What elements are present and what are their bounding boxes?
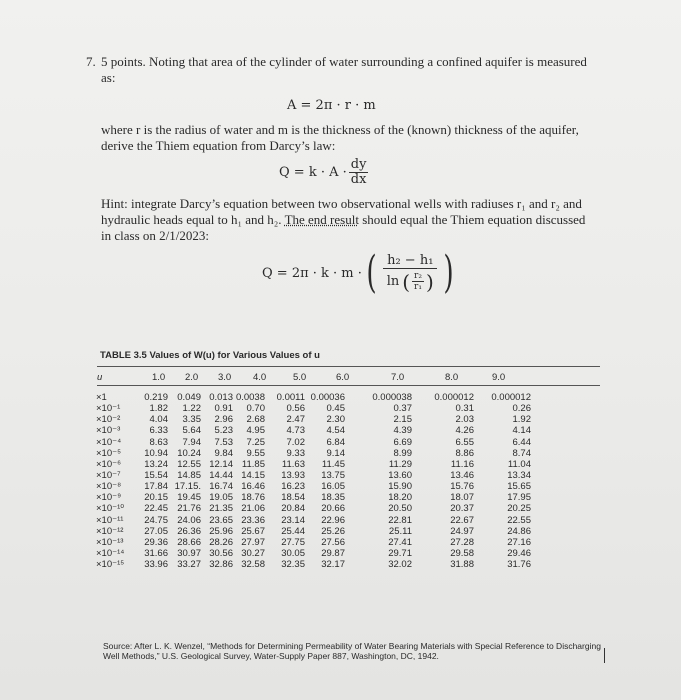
table-cell: 21.35: [209, 503, 233, 515]
table-cell: 2.15: [393, 414, 412, 426]
table-cell: 25.26: [321, 525, 345, 537]
row-multiplier: ×10⁻⁸: [96, 481, 122, 493]
table-cell: 8.99: [393, 447, 412, 459]
hint-line-2c: should equal the Thiem equation discussed: [358, 212, 586, 227]
table-cell: 29.58: [450, 547, 474, 559]
header-col-7.0: 7.0: [391, 372, 405, 383]
table-cell: 24.86: [507, 525, 531, 537]
table-cell: 4.39: [393, 425, 412, 437]
table-cell: 23.14: [281, 514, 305, 526]
table-cell: 4.04: [149, 414, 168, 426]
table-cell: 29.36: [144, 536, 168, 548]
row-multiplier: ×10⁻⁴: [96, 436, 122, 448]
table-cell: 33.96: [144, 559, 168, 571]
table-row: [95, 425, 531, 437]
header-u: u: [97, 372, 103, 383]
table-cell: 3.35: [182, 414, 201, 426]
table-cell: 22.96: [321, 514, 345, 526]
wu-table: [95, 392, 531, 571]
table-cell: 30.27: [241, 547, 265, 559]
hint-line-2a: hydraulic heads equal to h₁ and h₂.: [101, 212, 285, 227]
table-cell: 18.20: [388, 492, 412, 504]
table-cell: 11.63: [281, 458, 305, 470]
table-cell: 15.90: [388, 481, 412, 493]
table-cell: 0.0038: [235, 392, 265, 403]
table-cell: 0.91: [214, 403, 233, 415]
row-multiplier: ×10⁻⁶: [96, 458, 122, 470]
table-cell: 25.44: [281, 525, 305, 537]
table-cell: 8.63: [149, 436, 168, 448]
table-cell: 30.05: [281, 547, 305, 559]
ln-label: ln: [386, 274, 400, 289]
table-cell: 14.85: [177, 469, 201, 481]
question-line-2: as:: [101, 70, 116, 85]
table-cell: 20.37: [450, 503, 474, 515]
table-cell: 31.66: [144, 547, 168, 559]
table-cell: 6.55: [455, 436, 474, 448]
table-row: [95, 514, 531, 526]
header-col-6.0: 6.0: [336, 372, 350, 383]
table-cell: 32.86: [209, 559, 233, 571]
table-cell: 30.97: [177, 547, 201, 559]
table-cell: 16.23: [281, 481, 305, 493]
table-cell: 28.26: [209, 536, 233, 548]
table-cell: 0.219: [144, 392, 168, 403]
right-paren: ): [443, 247, 455, 298]
left-paren: (: [366, 247, 377, 298]
table-cell: 1.92: [512, 414, 531, 426]
table-cell: 10.94: [144, 447, 168, 459]
table-cell: 14.15: [241, 469, 265, 481]
table-cell: 13.34: [507, 469, 531, 481]
table-cell: 15.54: [144, 469, 168, 481]
table-row: [95, 447, 531, 459]
question-number: 7.: [86, 54, 96, 69]
table-cell: 0.000038: [372, 392, 412, 403]
darcy-denominator: dx: [350, 172, 367, 187]
hint-underlined: The end result: [284, 212, 359, 227]
table-cell: 2.96: [214, 414, 233, 426]
table-cell: 5.64: [182, 425, 201, 437]
table-cell: 30.56: [209, 547, 233, 559]
table-cell: 27.41: [388, 536, 412, 548]
row-multiplier: ×10⁻¹¹: [96, 514, 124, 526]
table-cell: 17.84: [144, 481, 168, 493]
row-multiplier: ×10⁻⁵: [96, 447, 122, 459]
table-cell: 13.46: [450, 469, 474, 481]
row-multiplier: ×10⁻¹: [96, 403, 121, 415]
table-row: [95, 481, 531, 493]
header-bottom-rule: [97, 385, 600, 386]
table-cell: 29.71: [388, 547, 412, 559]
row-multiplier: ×10⁻⁹: [96, 492, 122, 504]
table-cell: 2.03: [455, 414, 474, 426]
thiem-denominator: [385, 269, 436, 292]
table-cell: 24.06: [177, 514, 201, 526]
thiem-equation: [262, 247, 459, 298]
table-cell: 27.16: [507, 536, 531, 548]
description-line-2: derive the Thiem equation from Darcy’s law:: [101, 138, 336, 153]
table-cell: 29.87: [321, 547, 345, 559]
table-cell: 13.93: [281, 469, 305, 481]
table-cell: 32.35: [281, 559, 305, 571]
table-cell: 2.47: [286, 414, 305, 426]
table-cell: 4.14: [512, 425, 531, 437]
table-cell: 24.97: [450, 525, 474, 537]
table-cell: 22.67: [450, 514, 474, 526]
table-cell: 7.94: [182, 436, 201, 448]
radius-ratio: [412, 271, 424, 292]
row-multiplier: ×1: [96, 392, 107, 403]
table-cell: 0.013: [209, 392, 233, 403]
table-title: TABLE 3.5 Values of W(u) for Various Values of u: [100, 350, 320, 361]
table-cell: 13.60: [388, 469, 412, 481]
table-cell: 0.000012: [434, 392, 474, 403]
table-cell: 23.36: [241, 514, 265, 526]
table-cell: 27.97: [241, 536, 265, 548]
table-cell: 17.15.: [174, 481, 201, 493]
table-cell: 14.44: [209, 469, 233, 481]
header-top-rule: [97, 366, 600, 367]
table-cell: 0.049: [177, 392, 201, 403]
table-row: [95, 414, 531, 426]
table-cell: 29.46: [507, 547, 531, 559]
table-cell: 32.02: [388, 559, 412, 571]
table-cell: 16.46: [241, 481, 265, 493]
row-multiplier: ×10⁻¹⁴: [96, 547, 125, 559]
table-cell: 33.27: [177, 559, 201, 571]
table-cell: 13.24: [144, 458, 168, 470]
table-cell: 2.68: [246, 414, 265, 426]
table-row: [95, 536, 531, 548]
table-cell: 4.95: [246, 425, 265, 437]
table-cell: 4.54: [326, 425, 345, 437]
row-multiplier: ×10⁻¹⁵: [96, 559, 125, 571]
table-cell: 0.45: [326, 403, 345, 415]
header-col-5.0: 5.0: [293, 372, 307, 383]
table-cell: 19.45: [177, 492, 201, 504]
text-cursor: [604, 648, 605, 663]
radius-numerator: r₂: [414, 271, 422, 281]
inner-right-paren: ): [425, 269, 434, 294]
table-cell: 0.31: [455, 403, 474, 415]
table-cell: 32.17: [321, 559, 345, 571]
table-cell: 16.74: [209, 481, 233, 493]
table-cell: 31.76: [507, 559, 531, 571]
table-cell: 20.15: [144, 492, 168, 504]
row-multiplier: ×10⁻²: [96, 414, 121, 426]
thiem-lhs: Q = 2π · k · m ·: [262, 265, 362, 281]
thiem-numerator: h₂ − h₁: [383, 254, 437, 269]
table-cell: 11.29: [388, 458, 412, 470]
table-row: [95, 503, 531, 515]
table-cell: 1.82: [149, 403, 168, 415]
table-row: [95, 547, 531, 559]
table-cell: 25.11: [388, 525, 412, 537]
inner-left-paren: (: [402, 269, 411, 294]
table-cell: 9.84: [214, 447, 233, 459]
table-cell: 7.02: [286, 436, 305, 448]
table-cell: 20.50: [388, 503, 412, 515]
table-cell: 0.70: [246, 403, 265, 415]
table-cell: 24.75: [144, 514, 168, 526]
table-cell: 0.37: [393, 403, 412, 415]
table-row: [95, 403, 531, 415]
table-cell: 18.07: [450, 492, 474, 504]
table-cell: 27.75: [281, 536, 305, 548]
table-cell: 13.75: [321, 469, 345, 481]
hint-line-2: [101, 212, 585, 228]
table-cell: 1.22: [182, 403, 201, 415]
table-cell: 15.65: [507, 481, 531, 493]
hint-line-3: in class on 2/1/2023:: [101, 228, 209, 243]
table-cell: 27.05: [144, 525, 168, 537]
table-cell: 11.16: [450, 458, 474, 470]
table-row: [95, 469, 531, 481]
table-cell: 2.30: [326, 414, 345, 426]
table-source: Source: After L. K. Wenzel, “Methods for Determining Permeability of Water Bearing Materials with Special Reference to Discharging Well Methods,” U.S. Geological Survey, Water-Supply Paper 887, Washington, DC, 1942.: [103, 641, 601, 661]
row-multiplier: ×10⁻⁷: [96, 469, 121, 481]
table-cell: 4.26: [455, 425, 474, 437]
description-line-1: where r is the radius of water and m is the thickness of the (known) thickness of the aquifer,: [101, 122, 579, 137]
table-row: [95, 392, 531, 403]
table-cell: 7.53: [214, 436, 233, 448]
table-cell: 17.95: [507, 492, 531, 504]
table-cell: 12.55: [177, 458, 201, 470]
table-cell: 0.26: [512, 403, 531, 415]
header-col-4.0: 4.0: [253, 372, 267, 383]
table-cell: 9.55: [246, 447, 265, 459]
table-cell: 22.81: [388, 514, 412, 526]
table-cell: 20.25: [507, 503, 531, 515]
table-cell: 15.76: [450, 481, 474, 493]
table-cell: 0.000012: [491, 392, 531, 403]
radius-denominator: r₁: [414, 282, 422, 292]
table-cell: 25.67: [241, 525, 265, 537]
question-line-1: 5 points. Noting that area of the cylinder of water surrounding a confined aquifer is measured: [101, 54, 587, 69]
darcy-lhs: Q = k · A ·: [279, 165, 347, 180]
table-cell: 10.24: [177, 447, 201, 459]
darcy-numerator: dy: [350, 157, 367, 172]
table-cell: 16.05: [321, 481, 345, 493]
table-cell: 20.66: [321, 503, 345, 515]
header-col-1.0: 1.0: [152, 372, 166, 383]
darcy-fraction: [349, 158, 369, 187]
table-row: [95, 458, 531, 470]
table-cell: 0.0011: [276, 392, 305, 403]
table-row: [95, 525, 531, 537]
table-cell: 6.69: [393, 436, 412, 448]
table-cell: 12.14: [209, 458, 233, 470]
table-cell: 18.76: [241, 492, 265, 504]
table-cell: 22.45: [144, 503, 168, 515]
row-multiplier: ×10⁻¹²: [96, 525, 124, 537]
row-multiplier: ×10⁻¹⁰: [96, 503, 125, 515]
table-cell: 27.28: [450, 536, 474, 548]
table-cell: 8.74: [512, 447, 531, 459]
hint-line-1: Hint: integrate Darcy’s equation between two observational wells with radiuses r₁ and r₂ and: [101, 196, 582, 211]
table-cell: 0.56: [286, 403, 305, 415]
table-cell: 26.36: [177, 525, 201, 537]
row-multiplier: ×10⁻¹³: [96, 536, 124, 548]
table-cell: 7.25: [246, 436, 265, 448]
table-cell: 20.84: [281, 503, 305, 515]
table-cell: 9.33: [286, 447, 305, 459]
table-cell: 6.44: [512, 436, 531, 448]
row-multiplier: ×10⁻³: [96, 425, 121, 437]
table-cell: 25.96: [209, 525, 233, 537]
table-cell: 8.86: [455, 447, 474, 459]
table-cell: 18.54: [281, 492, 305, 504]
header-col-8.0: 8.0: [445, 372, 459, 383]
table-cell: 9.14: [326, 447, 345, 459]
table-cell: 32.58: [241, 559, 265, 571]
table-cell: 11.45: [321, 458, 345, 470]
table-cell: 22.55: [507, 514, 531, 526]
area-equation: A = 2π · r · m: [287, 98, 376, 113]
table-cell: 11.85: [241, 458, 265, 470]
header-col-9.0: 9.0: [492, 372, 506, 383]
table-cell: 21.06: [241, 503, 265, 515]
thiem-fraction: [383, 254, 437, 292]
table-cell: 11.04: [507, 458, 531, 470]
darcy-equation: [279, 158, 370, 187]
table-cell: 4.73: [286, 425, 305, 437]
table-cell: 6.84: [326, 436, 345, 448]
table-cell: 18.35: [321, 492, 345, 504]
table-cell: 0.00036: [310, 392, 345, 403]
header-col-3.0: 3.0: [218, 372, 232, 383]
table-row: [95, 436, 531, 448]
table-cell: 21.76: [177, 503, 201, 515]
table-cell: 19.05: [209, 492, 233, 504]
table-cell: 27.56: [321, 536, 345, 548]
header-col-2.0: 2.0: [185, 372, 199, 383]
table-row: [95, 559, 531, 571]
table-cell: 6.33: [149, 425, 168, 437]
table-cell: 31.88: [450, 559, 474, 571]
table-cell: 23.65: [209, 514, 233, 526]
table-cell: 28.66: [177, 536, 201, 548]
table-cell: 5.23: [214, 425, 233, 437]
table-row: [95, 492, 531, 504]
